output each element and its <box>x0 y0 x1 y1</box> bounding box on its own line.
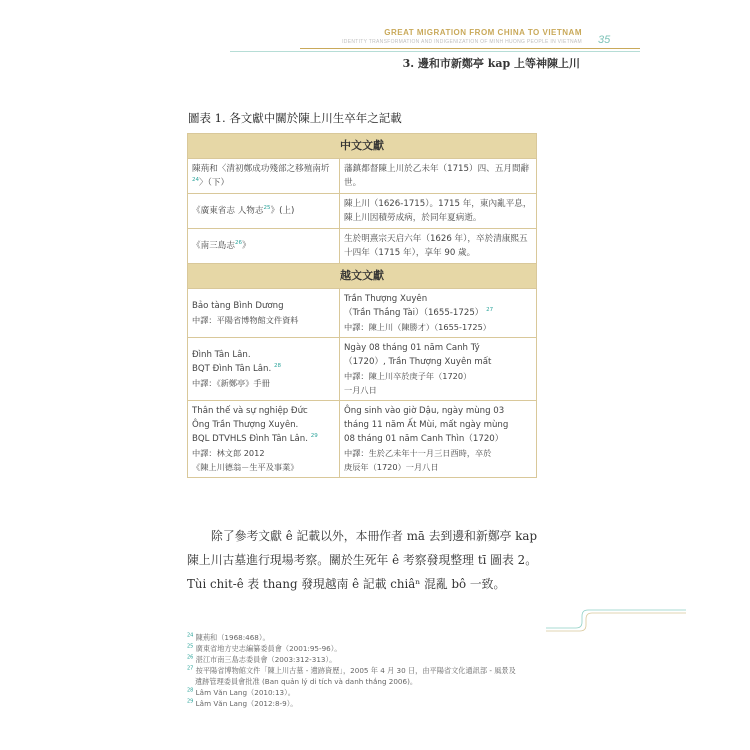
source-text: BQL DTVHLS Đình Tân Lân. <box>192 434 308 444</box>
page-number: 35 <box>598 34 611 46</box>
table-caption: 圖表 1. 各文獻中關於陳上川生卒年之記載 <box>188 111 402 125</box>
footnote-number: 27 <box>187 665 194 672</box>
content-cell <box>340 401 537 478</box>
content-translation: 中譯：生於乙未年十一月三日酉時，卒於 <box>344 448 492 458</box>
content-cell <box>340 289 537 338</box>
section-row-chinese <box>188 134 537 159</box>
source-translation: 中譯：《新鄭亭》手冊 <box>192 378 270 388</box>
footnote <box>187 643 607 654</box>
header-rule-gold <box>300 48 640 49</box>
footnote-number: 26 <box>187 654 194 661</box>
section-row-vietnamese <box>188 264 537 289</box>
footnote-text: Lâm Văn Lang（2012:8-9）。 <box>195 699 298 708</box>
section-heading-vietnamese: 越文文獻 <box>188 264 537 289</box>
footnote-ref[interactable]: 27 <box>486 307 494 314</box>
source-cell <box>188 338 340 401</box>
footnote <box>187 632 607 643</box>
content-line: tháng 11 năm Ất Mùi, mất ngày mùng <box>344 420 509 430</box>
source-text: 《南三島志 <box>192 241 235 251</box>
footnote-ref[interactable]: 25 <box>263 205 271 212</box>
source-line <box>192 362 335 376</box>
source-line: Bảo tàng Bình Dương <box>192 301 284 311</box>
content-line: Trần Thượng Xuyên <box>344 294 428 304</box>
content-translation: 一月八日 <box>344 385 377 395</box>
footnote-number: 25 <box>187 643 194 650</box>
table-row <box>188 229 537 264</box>
section-heading-chinese: 中文文獻 <box>188 134 537 159</box>
content-line: Ngày 08 tháng 01 năm Canh Tý <box>344 343 480 353</box>
paragraph-text: 除了參考文獻 ê 記載以外，本冊作者 mā 去到邊和新鄭亭 kap 陳上川古墓進行現場考察。關於生死年 ê 考察發現整理 tī 圖表 2。Tùi chit-ê 表 thang 發現越南 ê 記載 chiâⁿ 混亂 bô 一致。 <box>187 529 537 591</box>
footnote <box>187 698 607 709</box>
source-cell <box>188 289 340 338</box>
footnote <box>187 687 607 698</box>
table-row <box>188 401 537 478</box>
source-cell <box>188 401 340 478</box>
footnote-text: 遺跡管理委員會批准 (Ban quản lý di tích và danh thắng 2006)。 <box>195 677 418 686</box>
source-text: BQT Đình Tân Lân. <box>192 364 272 374</box>
footnote-number: 29 <box>187 698 194 705</box>
source-line: Thân thế và sự nghiệp Đức <box>192 406 308 416</box>
content-cell: 生於明熹宗天启六年（1626 年），卒於清康熙五十四年（1715 年），享年 90 歲。 <box>340 229 537 264</box>
footnote-text: Lâm Văn Lang（2010:13）。 <box>195 688 295 697</box>
source-line: Ông Trần Thượng Xuyên. <box>192 420 299 430</box>
table-row <box>188 338 537 401</box>
content-cell <box>340 338 537 401</box>
source-translation: 中譯：林文郎 2012 <box>192 448 265 458</box>
source-text: 〉（下） <box>199 178 230 188</box>
footnote-ref[interactable]: 26 <box>234 240 242 247</box>
footnote-number: 24 <box>187 632 194 639</box>
records-table <box>187 133 537 478</box>
footnote-ref[interactable]: 29 <box>310 433 318 440</box>
content-line: （1720）, Trần Thượng Xuyên mất <box>344 357 492 367</box>
source-cell <box>188 229 340 264</box>
body-paragraph <box>187 524 537 596</box>
source-text: 《廣東省志 人物志 <box>192 206 264 216</box>
source-text: 》 <box>241 241 251 251</box>
running-header-subtitle: IDENTITY TRANSFORMATION AND INDIGENIZATION OF MINH HUONG PEOPLE IN VIETNAM <box>342 39 582 45</box>
footnote-ref[interactable]: 28 <box>273 363 281 370</box>
content-cell: 藩鎮都督陳上川於乙未年（1715）四、五月間辭世。 <box>340 159 537 194</box>
footnote-number: 28 <box>187 687 194 694</box>
source-cell <box>188 194 340 229</box>
content-text: （Trần Thắng Tài）（1655-1725） <box>344 308 484 318</box>
source-text: 》(上) <box>270 206 295 216</box>
chapter-heading: 3. 邊和市新鄭亭 kap 上等神陳上川 <box>402 57 580 70</box>
footnote-text: 陳荊和（1968:468）。 <box>195 633 270 642</box>
footnote-ref[interactable]: 24 <box>192 177 199 184</box>
content-cell: 陳上川（1626-1715）。1715 年，東內亂平息，陳上川因積勞成病，於同年夏病逝。 <box>340 194 537 229</box>
footnote-text: 湛江市南三島志委員會（2003:312-313）。 <box>195 655 337 664</box>
footnote <box>187 665 607 676</box>
source-line: Đình Tân Lân. <box>192 350 251 360</box>
header-rule-teal <box>230 51 640 52</box>
table-row <box>188 194 537 229</box>
source-translation: 中譯：平陽省博物館文件資料 <box>192 315 299 325</box>
content-line <box>344 306 532 320</box>
content-line: Ông sinh vào giờ Dậu, ngày mùng 03 <box>344 406 505 416</box>
content-line: 08 tháng 01 năm Canh Thìn（1720） <box>344 434 504 444</box>
running-header-title: GREAT MIGRATION FROM CHINA TO VIETNAM <box>384 28 582 37</box>
content-translation: 中譯：陳上川卒於庚子年（1720） <box>344 371 472 381</box>
content-translation: 庚辰年（1720）一月八日 <box>344 462 439 472</box>
footnote-continuation <box>187 676 607 687</box>
source-line <box>192 432 335 446</box>
content-translation: 中譯：陳上川（陳勝才）（1655-1725） <box>344 322 491 332</box>
footnote-text: 按平陽省博物館文件「陳上川古墓 - 遺跡資歷」，2005 年 4 月 30 日，由平陽省文化通訊部 - 風景及 <box>195 666 516 675</box>
source-translation: 《陳上川德翁－生平及事業》 <box>192 462 299 472</box>
footnotes <box>187 632 607 709</box>
table-row <box>188 159 537 194</box>
table-row <box>188 289 537 338</box>
source-cell <box>188 159 340 194</box>
footnote-text: 廣東省地方史志編纂委員會（2001:95-96）。 <box>195 644 342 653</box>
source-text: 陳荊和〈清初鄭成功殘部之移殖南圻 <box>192 164 330 174</box>
footnote <box>187 654 607 665</box>
